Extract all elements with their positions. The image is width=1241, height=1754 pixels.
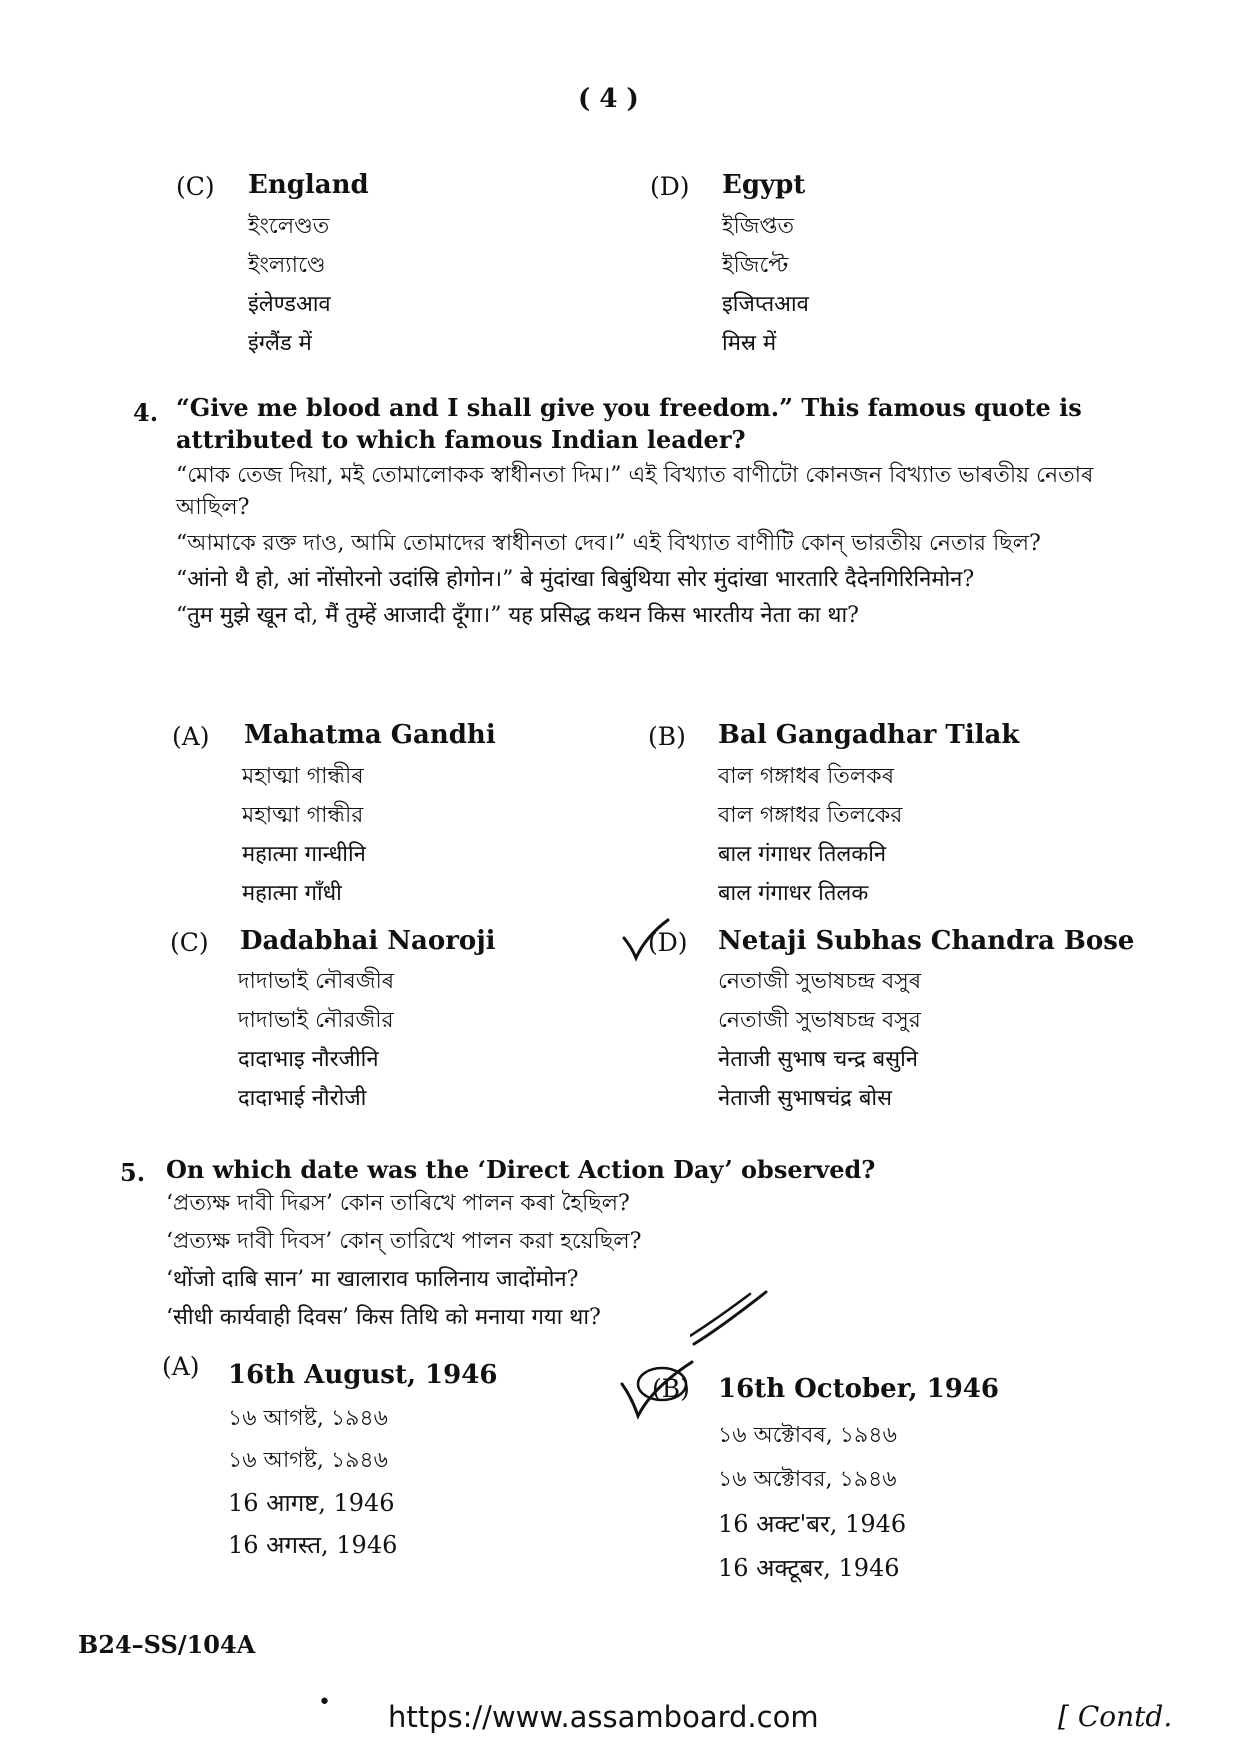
translation-line: नेताजी सुभाष चन्द्र बसुनि (718, 1047, 918, 1072)
q5-option-b-english: 16th October, 1946 (718, 1374, 999, 1404)
translation-line: ১৬ অক্টোবর, ১৯৪৬ (718, 1467, 897, 1492)
q5-option-a-english: 16th August, 1946 (228, 1360, 498, 1390)
website-link[interactable]: https://www.assamboard.com (388, 1700, 819, 1734)
q3-option-d-english: Egypt (722, 170, 806, 200)
translation-line: दादाभाइ नौरजीनि (238, 1047, 379, 1072)
translation-line: बाल गंगाधर तिलक (718, 881, 869, 906)
q4-option-c-translations (238, 962, 394, 1118)
q5-option-a-translations (228, 1398, 397, 1566)
q5-hindi-question: ‘सीधी कार्यवाही दिवस’ किस तिथि को मनाया गया था? (166, 1305, 601, 1330)
q4-hindi-question: “तुम मुझे खून दो, मैं तुम्हें आजादी दूँगा।” यह प्रसिद्ध कथन किस भारतीय नेता का था? (176, 603, 859, 628)
translation-line: দাদাভাই নৌরজীর (238, 1008, 394, 1033)
paper-code: B24–SS/104A (78, 1630, 256, 1659)
q4-number: 4. (133, 398, 159, 427)
q3-option-c-translations (248, 207, 331, 363)
translation-line: मिस्र में (722, 331, 777, 356)
translation-line: ১৬ অক্টোবৰ, ১৯৪৬ (718, 1423, 897, 1448)
translation-line: इंलेण्डआव (248, 292, 331, 317)
q4-option-a-english: Mahatma Gandhi (244, 720, 496, 750)
translation-line: ১৬ আগষ্ট, ১৯৪৬ (228, 1448, 388, 1473)
q3-option-d-translations (722, 207, 809, 363)
translation-line: মহাত্মা গান্ধীৰ (242, 764, 364, 789)
q5-option-a-label: (A) (162, 1352, 200, 1381)
translation-line: 16 अगस्त, 1946 (228, 1531, 398, 1559)
q5-text (166, 1154, 1136, 1334)
translation-line: দাদাভাই নৌৰজীৰ (238, 969, 395, 994)
q4-option-b-label: (B) (648, 722, 686, 751)
q4-option-d-translations (718, 962, 921, 1118)
q4-option-d-english: Netaji Subhas Chandra Bose (718, 926, 1135, 956)
q5-english-question: On which date was the ‘Direct Action Day’ observed? (166, 1155, 876, 1184)
q3-option-c-label: (C) (176, 172, 215, 201)
translation-line: महात्मा गाँधी (242, 881, 342, 906)
translation-line: 16 अक्टूबर, 1946 (718, 1554, 900, 1582)
stray-mark: • (318, 1690, 331, 1715)
translation-line: বাল গঙ্গাধর তিলকের (718, 803, 903, 828)
q5-option-b-label: (B) (652, 1374, 690, 1403)
translation-line: इजिप्तआव (722, 292, 809, 317)
translation-line: 16 अक्ट'बर, 1946 (718, 1510, 907, 1538)
q5-number: 5. (120, 1158, 146, 1187)
q4-option-c-label: (C) (170, 928, 209, 957)
translation-line: নেতাজী সুভাষচন্দ্র বসুর (718, 1008, 921, 1033)
translation-line: 16 आगष्ट, 1946 (228, 1489, 395, 1517)
translation-line: महात्मा गान्धीनि (242, 842, 366, 867)
q5-bodo-question: ‘थोंजो दाबि सान’ मा खालाराव फालिनाय जादोंमोन? (166, 1267, 579, 1292)
q4-option-c-english: Dadabhai Naoroji (240, 926, 496, 956)
q4-option-a-label: (A) (172, 722, 210, 751)
translation-line: নেতাজী সুভাষচন্দ্ৰ বসুৰ (718, 969, 922, 994)
page-number: ( 4 ) (578, 84, 639, 114)
continued-note: [ Contd. (1058, 1700, 1173, 1733)
q4-option-b-translations (718, 757, 902, 913)
q3-option-d-label: (D) (650, 172, 690, 201)
q5-bengali-question: ‘প্রত্যক্ষ দাবী দিবস’ কোন্ তারিখে পালন করা হয়েছিল? (166, 1229, 642, 1254)
q5-assamese-question: ‘প্ৰত্যক্ষ দাবী দিৱস’ কোন তাৰিখে পালন কৰা হৈছিল? (166, 1191, 630, 1216)
translation-line: दादाभाई नौरोजी (238, 1086, 367, 1111)
q3-option-c-english: England (248, 170, 369, 200)
translation-line: মহাত্মা গান্ধীর (242, 803, 364, 828)
q4-option-b-english: Bal Gangadhar Tilak (718, 720, 1020, 750)
translation-line: ১৬ আগষ্ট, ১৯৪৬ (228, 1406, 388, 1431)
translation-line: नेताजी सुभाषचंद्र बोस (718, 1086, 892, 1111)
q4-option-a-translations (242, 757, 366, 913)
q5-option-b-translations (718, 1414, 906, 1590)
q4-bodo-question: “आंनो थै हो, आं नोंसोरनो उदांस्रि होगोन।” बे मुंदांखा बिबुंथिया सोर मुंदांखा भारतारि दैदेनगिरिनिमोन? (176, 567, 975, 592)
translation-line: ইংলেণ্ডত (248, 214, 330, 239)
q4-english-question: “Give me blood and I shall give you freedom.” This famous quote is attributed to which famous Indian leader? (176, 393, 1082, 454)
q4-option-d-label: (D) (648, 928, 688, 957)
translation-line: बाल गंगाधर तिलकनि (718, 842, 887, 867)
translation-line: বাল গঙ্গাধৰ তিলকৰ (718, 764, 895, 789)
translation-line: ইজিপ্টে (722, 253, 789, 278)
q4-bengali-question: “আমাকে রক্ত দাও, আমি তোমাদের স্বাধীনতা দেব।” এই বিখ্যাত বাণীটি কোন্ ভারতীয় নেতার ছিল? (176, 531, 1041, 556)
translation-line: इंग्लैंड में (248, 331, 312, 356)
translation-line: ইংল্যাণ্ডে (248, 253, 326, 278)
q4-text (176, 392, 1146, 632)
q4-assamese-question: “মোক তেজ দিয়া, মই তোমালোকক স্বাধীনতা দিম।” এই বিখ্যাত বাণীটো কোনজন বিখ্যাত ভাৰতীয় নেতাৰ আছিল? (176, 463, 1094, 520)
translation-line: ইজিপ্তত (722, 214, 795, 239)
